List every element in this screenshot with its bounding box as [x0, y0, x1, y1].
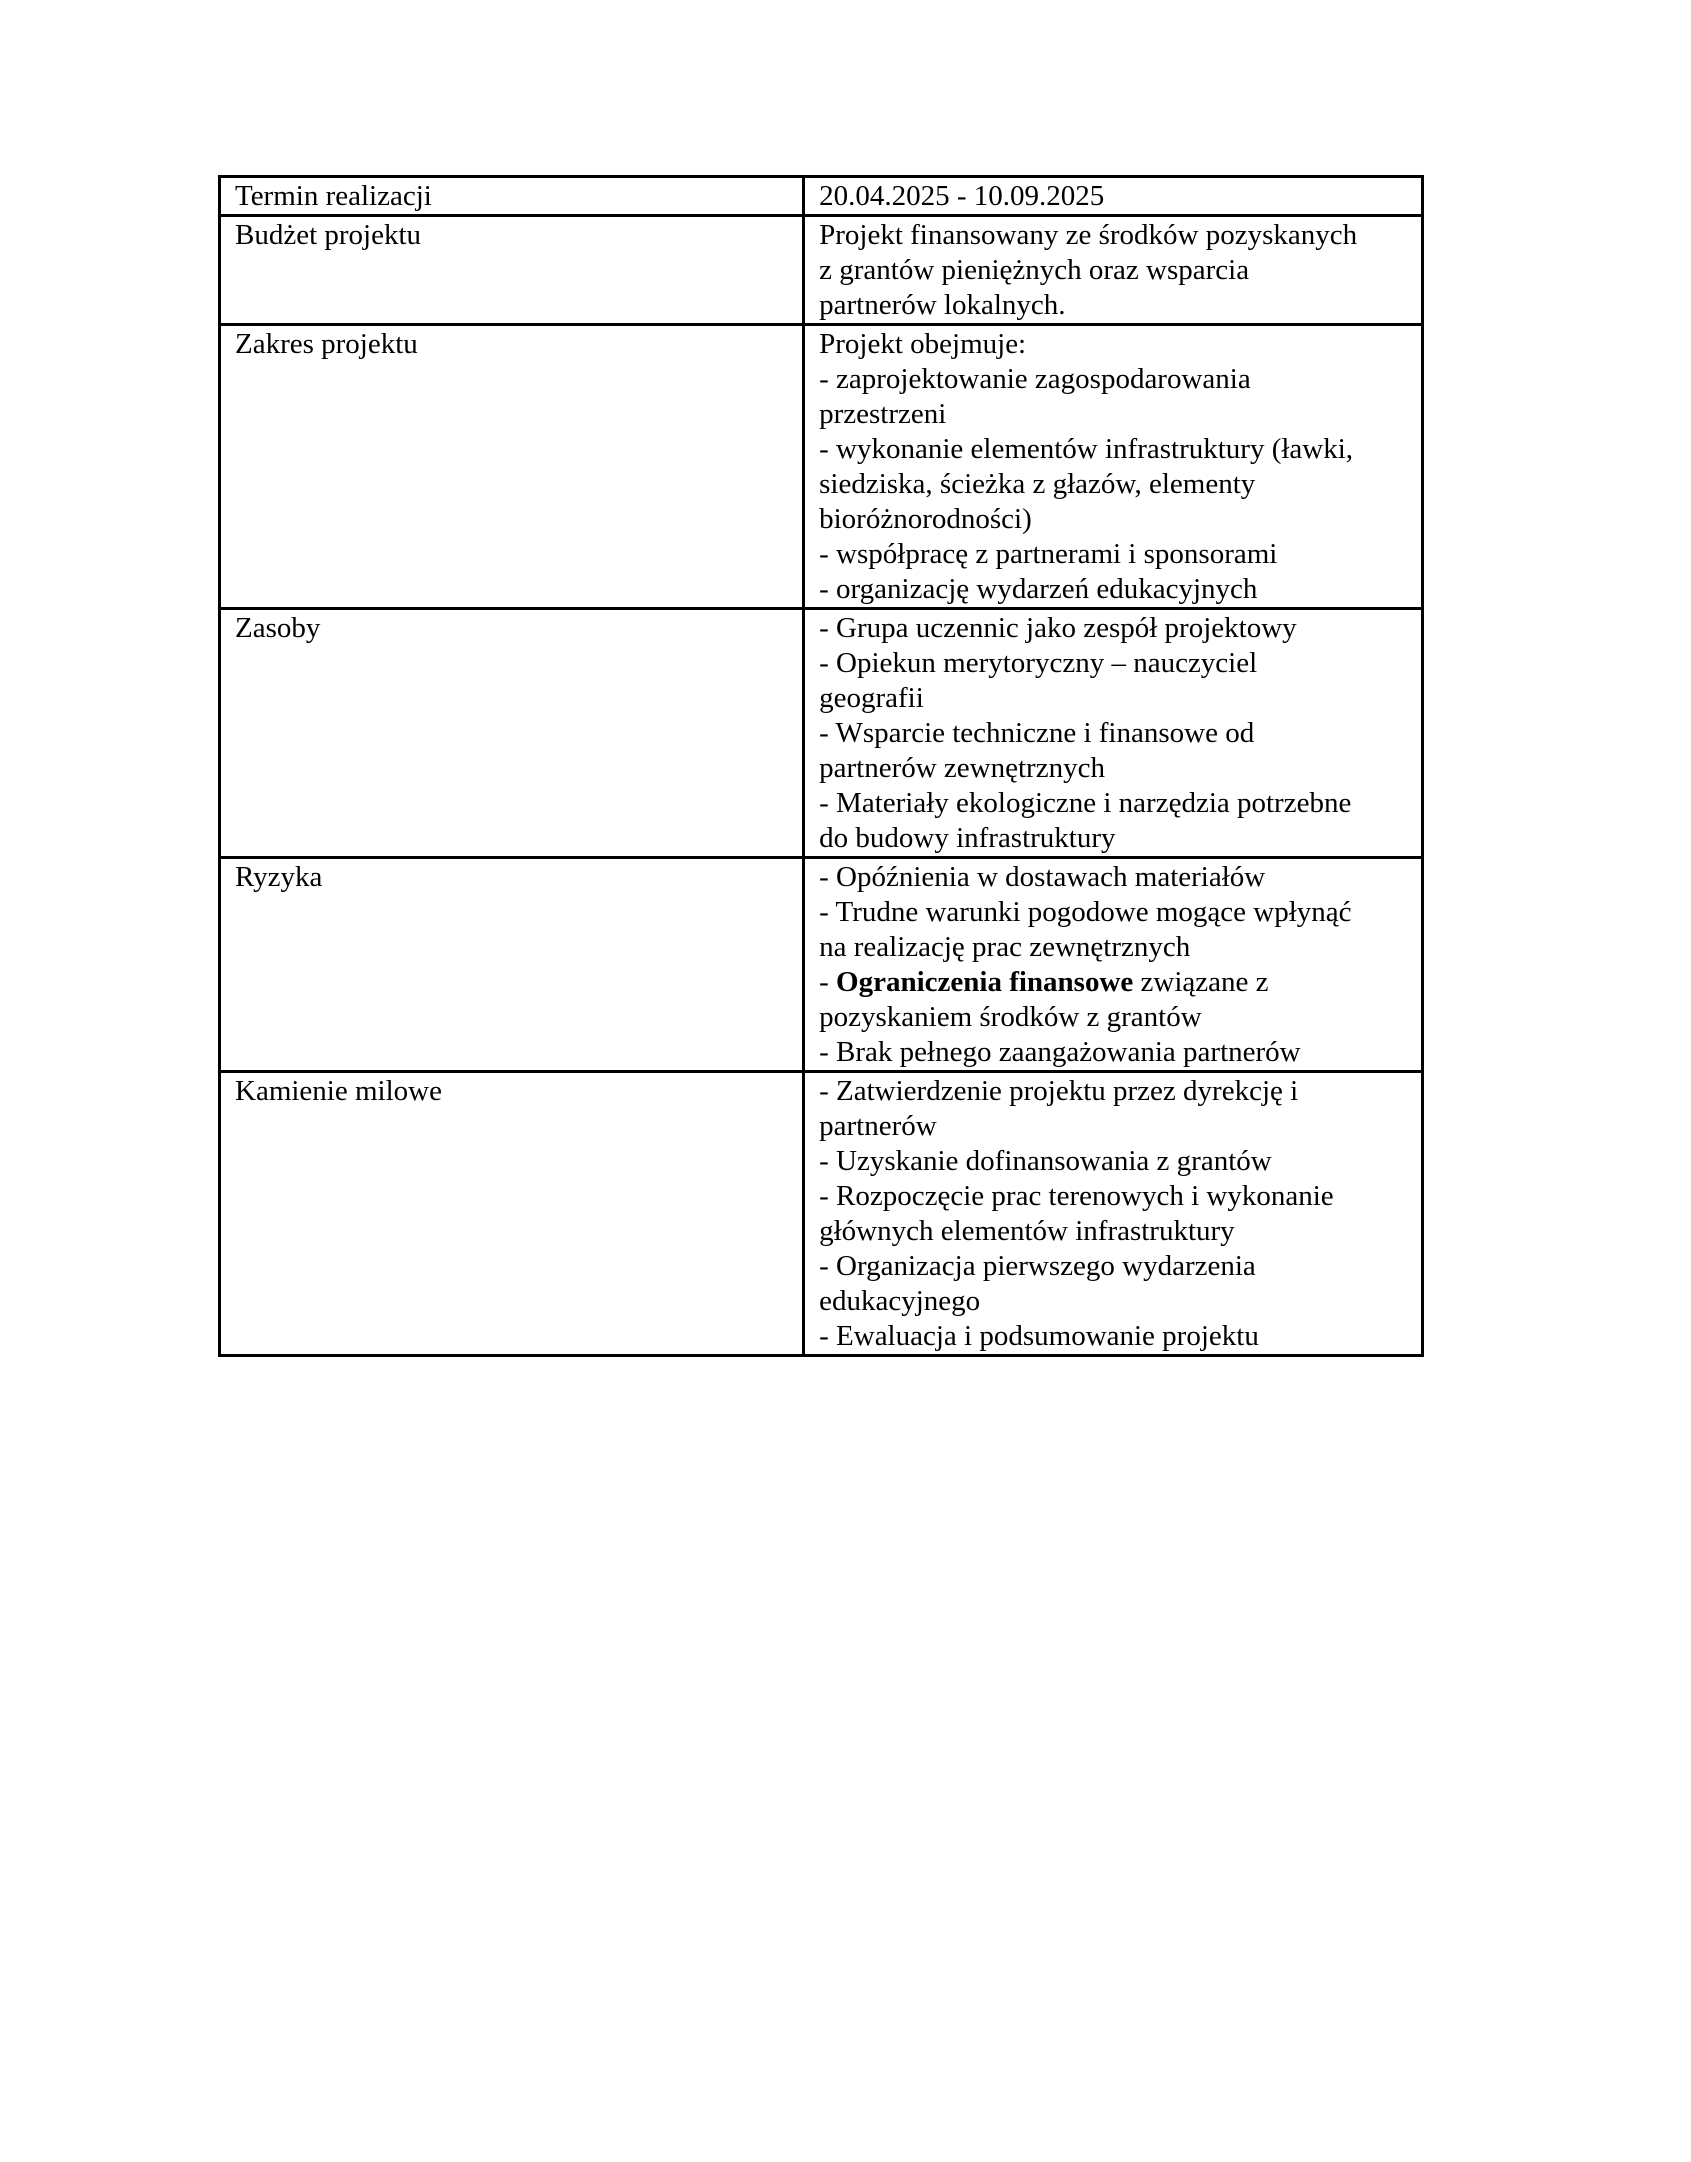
value-line: - Materiały ekologiczne i narzędzia potrzebne	[819, 787, 1352, 819]
value-line: do budowy infrastruktury	[819, 822, 1116, 854]
value-line: - Opiekun merytoryczny – nauczyciel	[819, 647, 1258, 679]
row-value-zakres	[804, 325, 1423, 609]
value-line: - współpracę z partnerami i sponsorami	[819, 538, 1278, 570]
value-line: edukacyjnego	[819, 1285, 981, 1317]
value-line: na realizację prac zewnętrznych	[819, 931, 1191, 963]
row-label-zakres: Zakres projektu	[220, 325, 804, 609]
table-row	[220, 858, 1423, 1072]
project-table	[218, 175, 1424, 1357]
value-line: - Opóźnienia w dostawach materiałów	[819, 861, 1266, 893]
bold-emphasis: Ograniczenia finansowe	[836, 966, 1134, 998]
value-line: siedziska, ścieżka z głazów, elementy	[819, 468, 1256, 500]
value-line: z grantów pieniężnych oraz wsparcia	[819, 254, 1250, 286]
value-line: - Wsparcie techniczne i finansowe od	[819, 717, 1255, 749]
value-line: pozyskaniem środków z grantów	[819, 1001, 1202, 1033]
row-label-ryzyka: Ryzyka	[220, 858, 804, 1072]
value-line: bioróżnorodności)	[819, 503, 1032, 535]
row-label-budzet: Budżet projektu	[220, 216, 804, 325]
row-label-kamienie: Kamienie milowe	[220, 1072, 804, 1356]
value-line: 20.04.2025 - 10.09.2025	[819, 180, 1105, 212]
table-row	[220, 1072, 1423, 1356]
value-line: geografii	[819, 682, 924, 714]
value-line: Projekt finansowany ze środków pozyskanych	[819, 219, 1358, 251]
row-label-zasoby: Zasoby	[220, 609, 804, 858]
value-line: - zaprojektowanie zagospodarowania	[819, 363, 1251, 395]
value-line: - Brak pełnego zaangażowania partnerów	[819, 1036, 1301, 1068]
row-value-ryzyka	[804, 858, 1423, 1072]
value-line: - Organizacja pierwszego wydarzenia	[819, 1250, 1256, 1282]
bold-line-prefix: -	[819, 966, 837, 998]
value-line: partnerów lokalnych.	[819, 289, 1066, 321]
row-value-kamienie	[804, 1072, 1423, 1356]
value-line: - Rozpoczęcie prac terenowych i wykonanie	[819, 1180, 1334, 1212]
value-line-bold	[819, 965, 1407, 1000]
value-line: partnerów	[819, 1110, 937, 1142]
value-line: - Grupa uczennic jako zespół projektowy	[819, 612, 1297, 644]
bold-line-suffix: związane z	[1133, 966, 1269, 998]
value-line: głównych elementów infrastruktury	[819, 1215, 1235, 1247]
value-line: - wykonanie elementów infrastruktury (ławki,	[819, 433, 1354, 465]
value-line: - Ewaluacja i podsumowanie projektu	[819, 1320, 1259, 1352]
table-row	[220, 216, 1423, 325]
value-line: Projekt obejmuje:	[819, 328, 1027, 360]
value-line: przestrzeni	[819, 398, 947, 430]
value-line: - Zatwierdzenie projektu przez dyrekcję i	[819, 1075, 1299, 1107]
value-line: - Uzyskanie dofinansowania z grantów	[819, 1145, 1272, 1177]
table-row	[220, 609, 1423, 858]
value-line: - Trudne warunki pogodowe mogące wpłynąć	[819, 896, 1352, 928]
row-value-budzet	[804, 216, 1423, 325]
row-value-zasoby	[804, 609, 1423, 858]
row-value-termin	[804, 177, 1423, 216]
table-row	[220, 325, 1423, 609]
table-row	[220, 177, 1423, 216]
row-label-termin: Termin realizacji	[220, 177, 804, 216]
value-line: - organizację wydarzeń edukacyjnych	[819, 573, 1258, 605]
value-line: partnerów zewnętrznych	[819, 752, 1105, 784]
